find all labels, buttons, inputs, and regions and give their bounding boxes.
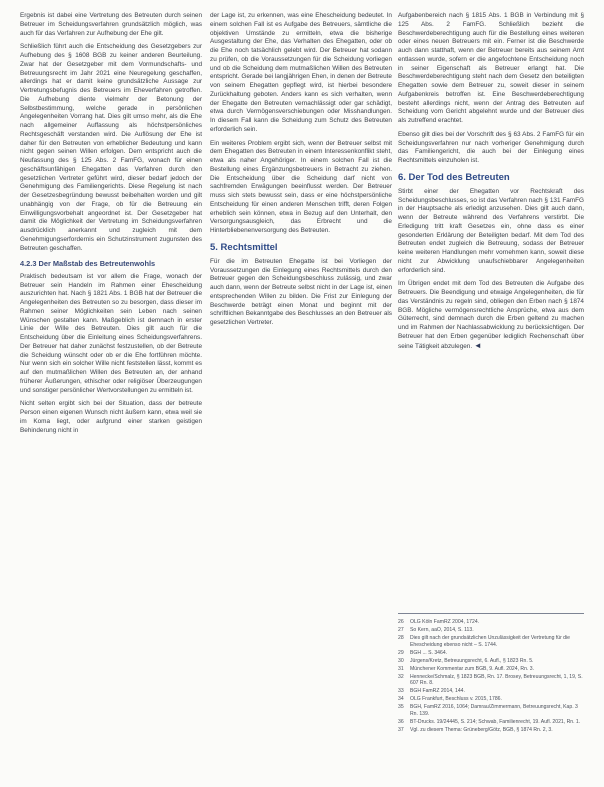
- footnote-number: 26: [398, 619, 404, 625]
- footnote-item: [398, 674, 584, 687]
- paragraph: Stirbt einer der Ehegatten vor Rechtskraft des Scheidungsbeschlusses, so ist das Verfahren nach § 131 FamFG in der Hauptsache als erledigt anzusehen. Dies gilt auch dann, wenn der Betreute während des Verfahrens verstirbt. Die Erledigung tritt kraft Gesetzes ein, ohne dass es einer gesonderten Erklärung der Beteiligten bedarf. Mit dem Tod des Betreuten endet zugleich die Betreuung, sodass der Betreuer keine weiteren Handlungen mehr vornehmen kann, soweit diese nicht zur Abwicklung unaufschiebbarer Angelegenheiten erforderlich sind.: [398, 187, 584, 274]
- footnotes: [398, 619, 584, 735]
- footnote-text: Dies gilt nach der grundsätzlichen Unzulässigkeit der Vertretung für die Ehescheidung ebenso nicht – S. 1744.: [410, 635, 570, 648]
- footnote-number: 29: [398, 649, 404, 656]
- footnote-text: OLG Köln FamRZ 2004, 1724.: [410, 619, 480, 625]
- footnote-text: BGH, FamRZ 2016, 1064; Damrau/Zimmermann, Betreuungsrecht, Kap. 3 Rn. 139.: [410, 704, 578, 718]
- footnote-text: Vgl. zu diesem Thema: Grüneberg/Götz, BGB, § 1874 Rn. 2, 3.: [410, 727, 553, 734]
- footnote-number: 30: [398, 657, 404, 664]
- footnote-item: [398, 704, 584, 717]
- paragraph: Für die im Betreuten Ehegatte ist bei Vorliegen der Voraussetzungen die Einlegung eines Rechtsmittels durch den Betreuer gegen den Scheidungsbeschluss zulässig, und zwar auch dann, wenn der Betreute selbst nicht in der Lage ist, einen entsprechenden Willen zu bilden. Die Frist zur Einlegung der Beschwerde beträgt einen Monat und beginnt mit der schriftlichen Bekanntgabe des Beschlusses an den Betreuer als gesetzlichen Vertreter.: [210, 257, 392, 326]
- paragraph: Aufgabenbereich nach § 1815 Abs. 1 BGB in Verbindung mit § 125 Abs. 2 FamFG. Schließlich bezieht die Beschwerdeberechtigung auch für die Bestellung eines weiteren oder eines neuen Betreuers mit ein. Ferner ist die Beschwerde auch dann statthaft, wenn der Betreuer bereits aus seinem Amt entlassen wurde, sofern er die angefochtene Entscheidung noch in seiner Eigenschaft als Betreuer erlangt hat. Die Beschwerdeberechtigung steht nach dem Gesetz den beteiligten Ehegatten sowie dem Betreuer zu, soweit dieser in seinem Aufgabenkreis betroffen ist. Eine Beschwerdeberechtigung besteht allerdings nicht, wenn der Antrag des Betreuten auf Scheidung vom Gericht abgelehnt wurde und der Betreuer dies als zutreffend erachtet.: [398, 12, 584, 124]
- paragraph-text: Im Übrigen endet mit dem Tod des Betreuten die Aufgabe des Betreuers. Die Beendigung und etwaige Angelegenheiten, die für das Verständnis zu regeln sind, obliegen den Erben nach § 1874 BGB. Mögliche vermögensrechtliche Ansprüche, etwa aus dem Güterrecht, sind demnach durch die Erben geltend zu machen und im Rahmen der Nachlassabwicklung zu berücksichtigen. Der Betreuer hat den Erben gegenüber lediglich Rechenschaft über seine Tätigkeit abzulegen.: [398, 280, 584, 350]
- footnote-number: 27: [398, 627, 404, 633]
- text-column-1: [20, 12, 202, 440]
- end-of-article-icon: ◄: [473, 340, 482, 350]
- paragraph: [398, 280, 584, 351]
- section-heading: 4.2.3 Der Maßstab des Betreutenwohls: [20, 259, 156, 269]
- footnote-number: 35: [398, 704, 404, 711]
- text-column-3: [398, 12, 584, 356]
- footnote-text: OLG Frankfurt, Beschluss v. 2015, 1786.: [410, 696, 502, 703]
- footnote-text: BT-Drucks. 19/24445, S. 214; Schwab, Familienrecht, 19. Aufl. 2021, Rn. 1.: [410, 719, 581, 726]
- footnote-number: 32: [398, 673, 404, 680]
- footnote-item: [398, 619, 584, 626]
- footnote-text: Jürgens/Kretz, Betreuungsrecht, 6. Aufl., § 1823 Rn. 5.: [410, 657, 534, 664]
- footnote-divider: [398, 613, 584, 614]
- footnote-text: Münchener Kommentar zum BGB, 9. Aufl. 2024, Rn. 3.: [410, 665, 535, 672]
- footnote-item: [398, 666, 584, 673]
- footnote-item: [398, 719, 584, 726]
- footnote-number: 28: [398, 635, 404, 641]
- text-column-2: [210, 12, 392, 333]
- footnote-text: So Kern, aaO, 2014, S. 113.: [410, 627, 474, 633]
- footnote-item: [398, 650, 584, 657]
- footnote-text: BGH FamRZ 2014, 144.: [410, 688, 465, 695]
- footnote-number: 36: [398, 719, 404, 726]
- footnote-text: Hennecke/Schmalz, § 1823 BGB, Rn. 17. Brosey, Betreuungsrecht, 1, 19, S. 607 Rn. 8.: [410, 673, 583, 687]
- footnote-number: 33: [398, 688, 404, 695]
- paragraph: Ergebnis ist dabei eine Vertretung des Betreuten durch seinen Betreuer im Scheidungsverfahren grundsätzlich möglich, was auch für das Verfahren zur Aufhebung der Ehe gilt.: [20, 12, 202, 37]
- footnote-number: 34: [398, 696, 404, 703]
- paragraph: Schließlich führt auch die Entscheidung des Gesetzgebers zur Aufhebung des § 1608 BGB zu keiner anderen Beurteilung. Zwar hat der Gesetzgeber mit dem Vormundschafts- und Betreuungsrecht im Jahr 2021 eine Neuregelung geschaffen, allerdings hat er damit keine grundsätzliche Aussage zur Vertretungsbefugnis des Betreuers im Eheverfahren getroffen. Die Aufhebung diente vielmehr der Betonung der Selbstbestimmung, welche gerade in persönlichen Angelegenheiten Vorrang hat. Dies gilt umso mehr, als die Ehe nach allgemeiner Auffassung als höchstpersönliches Rechtsgeschäft verstanden wird. Die Auflösung der Ehe ist daher für den Betreuten von erheblicher Bedeutung und kann nicht gegen seinen Willen erfolgen. Dem entspricht auch die Neufassung des § 125 Abs. 2 FamFG, wonach für einen geschäftsunfähigen Ehegatten das Verfahren durch den gesetzlichen Vertreter geführt wird, dieser bedarf jedoch der Genehmigung des Familiengerichts. Diese Regelung ist nach der Gesetzesbegründung bewusst beibehalten worden und gilt unabhängig von der Frage, ob für die Betreuung ein Einwilligungsvorbehalt angeordnet ist. Der Gesetzgeber hat damit die Möglichkeit der Vertretung im Scheidungsverfahren ausdrücklich anerkannt und zugleich mit dem Genehmigungserfordernis ein Schutzinstrument zugunsten des Betreuten geschaffen.: [20, 43, 202, 252]
- paragraph: Ein weiteres Problem ergibt sich, wenn der Betreuer selbst mit dem Ehegatten des Betreuten in einem Interessenkonflikt steht, etwa als naher Angehöriger. In einem solchen Fall ist die Bestellung eines Ergänzungsbetreuers in Betracht zu ziehen. Die Entscheidung über die Scheidung darf nicht von sachfremden Erwägungen beeinflusst werden. Der Betreuer muss sich stets bewusst sein, dass er eine höchstpersönliche Entscheidung für einen anderen Menschen trifft, deren Folgen erheblich sein können, etwa in Bezug auf den Unterhalt, den Versorgungsausgleich, das Erbrecht und die Hinterbliebenenversorgung des Betreuten.: [210, 139, 392, 234]
- footnote-item: [398, 635, 584, 648]
- section-heading: 5. Rechtsmittel: [210, 241, 278, 253]
- section-heading: 6. Der Tod des Betreuten: [398, 171, 510, 183]
- footnote-item: [398, 727, 584, 734]
- paragraph: Praktisch bedeutsam ist vor allem die Frage, wonach der Betreuer sein Handeln im Rahmen einer Ehescheidung auszurichten hat. Nach § 1821 Abs. 1 BGB hat der Betreuer die Angelegenheiten des Betreuten so zu besorgen, dass dieser im Rahmen seiner Möglichkeiten sein Leben nach seinen Wünschen gestalten kann. Maßgeblich ist demnach in erster Linie der Wille des Betreuten. Dies gilt auch für die Entscheidung über die Einleitung eines Scheidungsverfahrens. Der Betreuer hat daher zunächst festzustellen, ob der Betreute die Scheidung wünscht oder ob er die Ehe fortführen möchte. Nur wenn sich ein solcher Wille nicht feststellen lässt, kommt es auf den mutmaßlichen Willen des Betreuten an, der anhand früherer Äußerungen, ethischer oder religiöser Überzeugungen und sonstiger persönlicher Wertvorstellungen zu ermitteln ist.: [20, 272, 202, 394]
- footnote-number: 37: [398, 727, 404, 734]
- footnote-item: [398, 696, 584, 703]
- paragraph: Ebenso gilt dies bei der Vorschrift des § 63 Abs. 2 FamFG für ein Scheidungsverfahren nur nach vorheriger Genehmigung durch das Familiengericht, die auch bei der Einlegung eines Rechtsmittels einzuholen ist.: [398, 130, 584, 164]
- paragraph: Nicht selten ergibt sich bei der Situation, dass der betreute Person einen eigenen Wunsch nicht äußern kann, etwa weil sie im Koma liegt, oder aufgrund einer starken geistigen Behinderung nicht in: [20, 400, 202, 434]
- footnote-item: [398, 658, 584, 665]
- footnote-number: 31: [398, 665, 404, 672]
- footnote-item: [398, 688, 584, 695]
- footnote-item: [398, 627, 584, 634]
- footnote-text: BGH ... S. 3464.: [410, 649, 448, 656]
- paragraph: der Lage ist, zu erkennen, was eine Ehescheidung bedeutet. In einem solchen Fall ist es Aufgabe des Betreuers, sämtliche die objektiven Umstände zu ermitteln, etwa die bisherige Ausgestaltung der Ehe, das Verhalten des Ehegatten, oder ob die Ehe noch tatsächlich gelebt wird. Der Betreuer hat sodann zu prüfen, ob die Voraussetzungen für die Scheidung vorliegen und ob die Scheidung dem mutmaßlichen Willen des Betreuten entspricht. Gerade bei langjährigen Ehen, in denen der Betreute von seinem Ehegatten gepflegt wird, ist hierbei besondere Zurückhaltung geboten. Anders kann es sich verhalten, wenn der Ehegatte den Betreuten vernachlässigt oder gar schädigt, etwa durch Vermögensverschiebungen oder Misshandlungen. In diesem Fall kann die Scheidung zum Schutz des Betreuten erforderlich sein.: [210, 12, 392, 133]
